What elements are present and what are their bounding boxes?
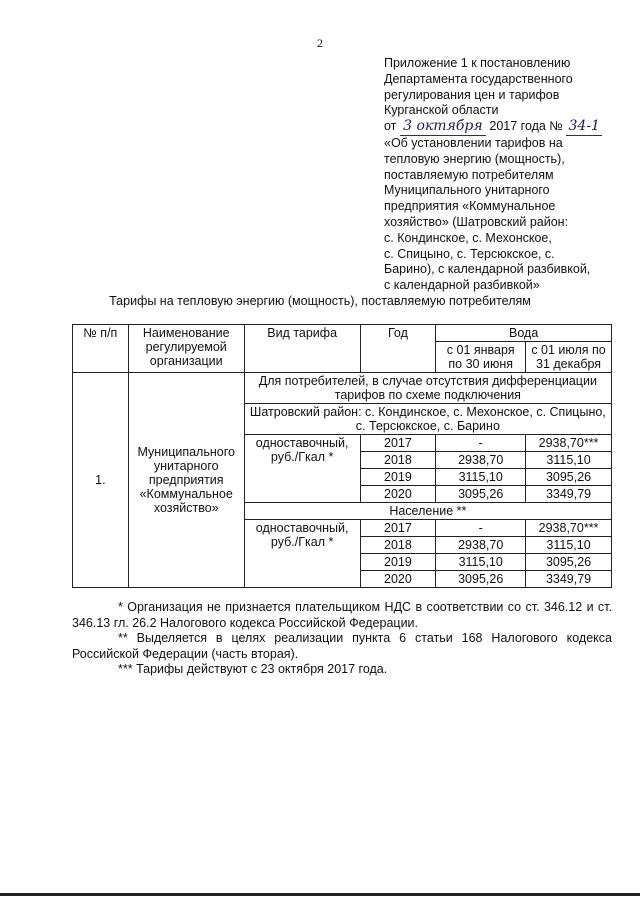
tariff-type-cell: одноставочный, руб./Гкал * <box>244 435 360 503</box>
scan-edge-line <box>0 893 640 896</box>
subject-line: предприятия «Коммунальное <box>384 199 556 214</box>
value-cell: - <box>436 520 526 537</box>
handwritten-date: 3 октября <box>400 119 486 136</box>
value-cell: 3349,79 <box>526 571 612 588</box>
subject-line: с. Кондинское, с. Мехонское, <box>384 230 552 245</box>
header-period-2: с 01 июля по 31 декабря <box>526 342 612 373</box>
value-cell: 3115,10 <box>526 452 612 469</box>
year-cell: 2018 <box>360 537 436 554</box>
value-cell: 3095,26 <box>436 571 526 588</box>
row-number: 1. <box>73 373 129 588</box>
district-row: Шатровский район: с. Кондинское, с. Мехонское, с. Спицыно, с. Терсюкское, с. Барино <box>244 404 611 435</box>
appendix-date-line <box>384 119 634 136</box>
date-suffix: 2017 года № <box>489 119 563 134</box>
value-cell: 3095,26 <box>436 486 526 503</box>
header-water: Вода <box>436 325 612 342</box>
footnote: *** Тарифы действуют с 23 октября 2017 года. <box>118 662 388 676</box>
subject-line: тепловую энергию (мощность), <box>384 151 565 166</box>
value-cell: 3095,26 <box>526 554 612 571</box>
page-number: 2 <box>317 36 323 50</box>
footnote: * Организация не признается плательщиком НДС в соответствии со ст. 346.12 и ст. 346.13 гл. 26.2 Налогового кодекса Российской Федерации. <box>72 600 612 630</box>
subject-line: с. Спицыно, с. Терсюкское, с. <box>384 246 555 261</box>
footnotes <box>72 600 612 678</box>
appendix-line: Департамента государственного <box>384 71 573 86</box>
appendix-line: Курганской области <box>384 103 499 118</box>
tariffs-table <box>72 324 612 588</box>
year-cell: 2019 <box>360 554 436 571</box>
handwritten-number: 34-1 <box>566 119 602 136</box>
document-title: Тарифы на тепловую энергию (мощность), поставляемую потребителям <box>109 294 531 308</box>
table-header-row <box>73 325 612 342</box>
header-num: № п/п <box>73 325 129 373</box>
table-row <box>73 373 612 404</box>
year-cell: 2017 <box>360 435 436 452</box>
appendix-block <box>384 56 634 294</box>
value-cell: 3349,79 <box>526 486 612 503</box>
subject-line: поставляемую потребителям <box>384 167 554 182</box>
appendix-line: Приложение 1 к постановлению <box>384 56 571 70</box>
value-cell: 3115,10 <box>526 537 612 554</box>
date-prefix: от <box>384 119 397 134</box>
header-org: Наименование регулируемой организации <box>128 325 244 373</box>
header-period-1: с 01 января по 30 июня <box>436 342 526 373</box>
value-cell: 3115,10 <box>436 554 526 571</box>
year-cell: 2019 <box>360 469 436 486</box>
subject-line: Барино), с календарной разбивкой, <box>384 262 591 277</box>
section-note: Для потребителей, в случае отсутствия дифференциации тарифов по схеме подключения <box>244 373 611 404</box>
subject-line: Муниципального унитарного <box>384 183 550 198</box>
value-cell: - <box>436 435 526 452</box>
footnote: ** Выделяется в целях реализации пункта 6 статьи 168 Налогового кодекса Российской Федерации (часть вторая). <box>72 631 612 661</box>
subject-line: с календарной разбивкой» <box>384 278 540 293</box>
appendix-line: регулирования цен и тарифов <box>384 87 560 102</box>
tariff-type-cell: одноставочный, руб./Гкал * <box>244 520 360 588</box>
value-cell: 2938,70 <box>436 452 526 469</box>
subject-line: «Об установлении тарифов на <box>384 135 563 150</box>
organization-name: Муниципального унитарного предприятия «Коммунальное хозяйство» <box>128 373 244 588</box>
value-cell: 2938,70*** <box>526 520 612 537</box>
population-row: Население ** <box>244 503 611 520</box>
value-cell: 3115,10 <box>436 469 526 486</box>
value-cell: 3095,26 <box>526 469 612 486</box>
year-cell: 2020 <box>360 571 436 588</box>
value-cell: 2938,70*** <box>526 435 612 452</box>
value-cell: 2938,70 <box>436 537 526 554</box>
year-cell: 2020 <box>360 486 436 503</box>
year-cell: 2017 <box>360 520 436 537</box>
subject-line: хозяйство» (Шатровский район: <box>384 214 569 229</box>
header-year: Год <box>360 325 436 373</box>
year-cell: 2018 <box>360 452 436 469</box>
header-tariff-type: Вид тарифа <box>244 325 360 373</box>
